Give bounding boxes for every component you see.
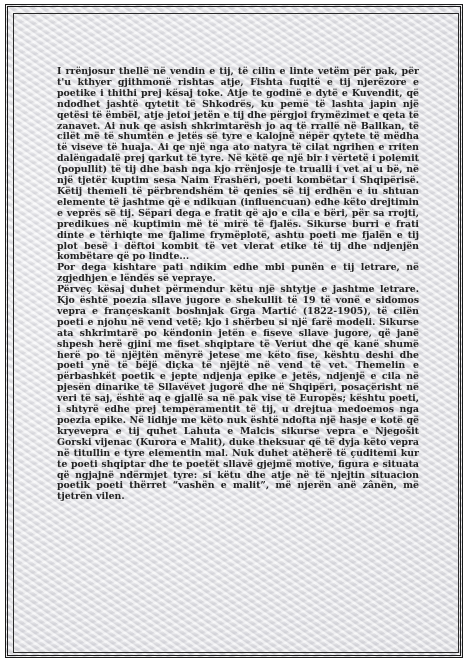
paragraph-2: Por dega kishtare pati ndikim edhe mbi punën e tij letrare, në zgjedhjen e lëndës së vepraye.: [57, 262, 419, 285]
body-text: [57, 67, 419, 503]
paragraph-1: I rrënjosur thellë në vendin e tij, të cilin e linte vetëm për pak, për t'u kthyer gjithmonë rishtas atje, Fishta fuqitë e tij njerëzore e poetike i thithi prej kësaj toke. Atje te godinë e dytë e Kuvendit, që ndodhet jashtë qytetit të Shkodrës, ku pemë të lashta japin një qetësi të ëmbël, atje jetoi jetën e tij dhe përgjoi frymëzimet e qeta të zanavet. Ai nuk qe asish shkrimtarësh jo aq të rrallë në Ballkan, të cilët më të shumtën e jetës së tyre e kalojnë nëpër qytete të mëdha të viseve të huaja. Ai qe një nga ato natyra të cilat ngrihen e rriten dalëngadalë prej qarkut të tyre. Në këtë qe një bir i vërtetë i polemit (popullit) të tij dhe bash nga kjo rrënjosje te trualli i vet ai u bë, në një tjetër kuptim sesa Naim Frashëri, poeti kombëtar i Shqipërisë. Këtij themeli të përbrendshëm të qenies së tij erdhën e iu shtuan elemente të jashtme që e ndikuan (influencuan) edhe këto drejtimin e veprës së tij. Sëpari dega e fratit që ajo e cila e bëri, për sa rrojti, predikues në kuptimin më të mirë të fjalës. Sikurse burri e frati dinte e tërhiqte me fjalime frymëplotë, ashtu poeti me fjalën e tij plot besë i dëftoi kombit të vet vlerat etike të tij dhe ndjenjën kombëtare që po lindte...: [57, 66, 419, 263]
paragraph-3: Përveç kësaj duhet përmendur këtu një shtytje e jashtme letrare. Kjo është poezia sllave jugore e shekullit të 19 të vonë e sidomos vepra e françeskanit boshnjak Grga Martić (1822-1905), të cilën poeti e njohu në vend vetë; kjo i shërbeu si një farë modeli. Sikurse ata shkrimtarë po këndonin jetën e fiseve sllave jugore, që janë shpesh herë gjini me fiset shqiptare të Veriut dhe që kanë shumë herë po të njëjtën mënyrë jetese me këto fise, kështu deshi dhe poeti ynë të bëjë diçka të njëjtë në vend të vet. Themelin e përbashkët poetik e jepte ndjenja epike e jetës, ndjenjë e cila në pjesën dinarike të Sllavëvet jugorë dhe në Shqipëri, posaçërisht në veri të saj, është aq e gjallë sa në pak vise të Europës; kështu poeti, i shtyrë edhe prej temperamentit të tij, u drejtua medoemos nga poezia epike. Në lidhje me këto nuk është ndofta një hasje e kotë që kryevepra e tij quhet Lahuta e Malcis sikurse vepra e Njegošit Gorski vijenac (Kurora e Malit), duke theksuar që të dyja këto vepra në titullin e tyre elementin mal. Nuk duhet atëherë të çuditemi kur te poeti shqiptar dhe te poetët sllavë gjejmë motive, figura e situata që ngjajnë ndërmjet tyre: si këtu dhe atje në të njejtin situacion poetik poeti thërret “vashën e malit”, më njerën anë zânën, më tjetrën vilen.: [57, 284, 419, 503]
